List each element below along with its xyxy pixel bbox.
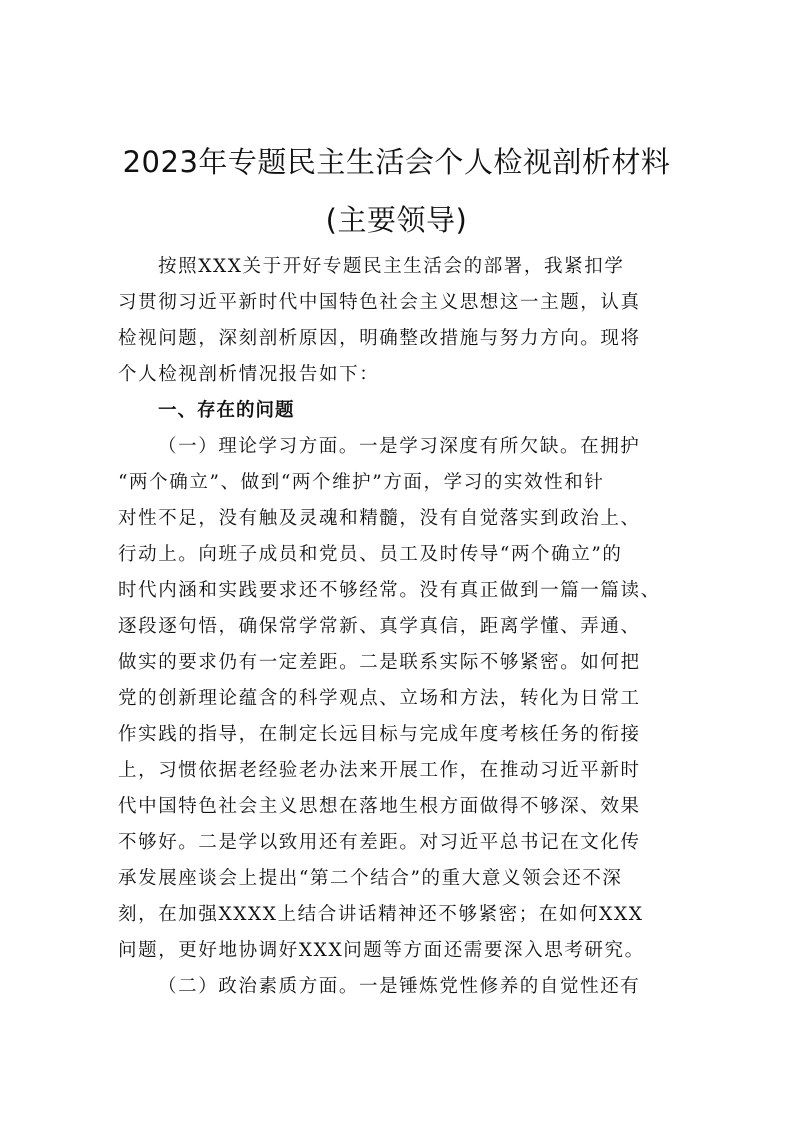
paragraph-line: 作实践的指导，在制定长远目标与完成年度考核任务的衔接: [118, 724, 641, 745]
paragraph-line: 党的创新理论蕴含的科学观点、立场和方法，转化为日常工: [118, 688, 641, 709]
paragraph-line: 代中国特色社会主义思想在落地生根方面做得不够深、效果: [118, 796, 641, 817]
paragraph-line: “两个确立”、做到“两个维护”方面，学习的实效性和针: [118, 472, 605, 493]
paragraph-line: 时代内涵和实践要求还不够经常。没有真正做到一篇一篇读、: [118, 580, 661, 601]
document-subtitle: (主要领导): [325, 203, 468, 237]
paragraph-line: 按照XXX关于开好专题民主生活会的部署，我紧扣学: [158, 256, 625, 277]
document-title: 2023年专题民主生活会个人检视剖析材料: [122, 145, 671, 179]
paragraph-line: 不够好。二是学以致用还有差距。对习近平总书记在文化传: [118, 832, 641, 853]
paragraph-line: 问题，更好地协调好XXX问题等方面还需要深入思考研究。: [118, 940, 645, 961]
paragraph-line: 检视问题，深刻剖析原因，明确整改措施与努力方向。现将: [118, 328, 641, 349]
paragraph-line: 上，习惯依据老经验老办法来开展工作，在推动习近平新时: [118, 760, 641, 781]
paragraph-line: 个人检视剖析情况报告如下：: [118, 364, 380, 385]
paragraph-line: 承发展座谈会上提出“第二个结合”的重大意义领会还不深: [118, 868, 623, 889]
paragraph-line: 习贯彻习近平新时代中国特色社会主义思想这一主题，认真: [118, 292, 641, 313]
paragraph-line: 做实的要求仍有一定差距。二是联系实际不够紧密。如何把: [118, 652, 641, 673]
paragraph-line: 刻，在加强XXXX上结合讲话精神还不够紧密；在如何XXX: [118, 904, 644, 925]
paragraph-line: 对性不足，没有触及灵魂和精髓，没有自觉落实到政治上、: [118, 508, 641, 529]
paragraph-line: （一）理论学习方面。一是学习深度有所欠缺。在拥护: [158, 436, 641, 457]
paragraph-line: 逐段逐句悟，确保常学常新、真学真信，距离学懂、弄通、: [118, 616, 641, 637]
section-heading: 一、存在的问题: [158, 400, 295, 421]
paragraph-line: （二）政治素质方面。一是锤炼党性修养的自觉性还有: [158, 976, 641, 997]
paragraph-line: 行动上。向班子成员和党员、员工及时传导“两个确立”的: [118, 544, 623, 565]
